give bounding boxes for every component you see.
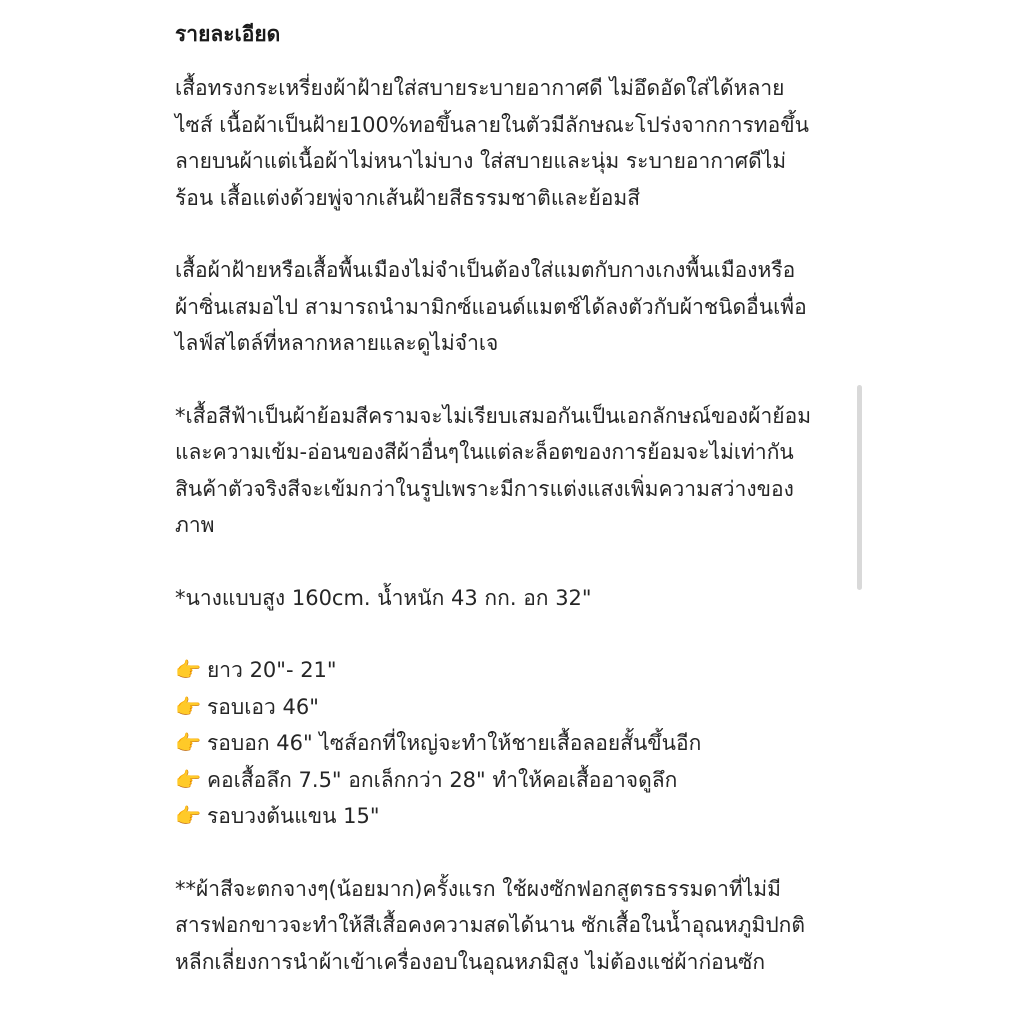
care-paragraph	[175, 871, 855, 981]
spec-text: ยาว 20"- 21"	[207, 658, 337, 682]
text-line: ภาพ	[175, 513, 215, 537]
text-line: สินค้าตัวจริงสีจะเข้มกว่าในรูปเพราะมีการแต่งแสงเพิ่มความสว่างของ	[175, 476, 794, 501]
size-spec-list	[175, 652, 855, 835]
text-line: ไซส์ เนื้อผ้าเป็นฝ้าย100%ทอขึ้นลายในตัวมีลักษณะโปร่งจากการทอขึ้น	[175, 112, 809, 137]
pointing-hand-icon: 👉	[175, 658, 202, 682]
section-title: รายละเอียด	[175, 22, 281, 46]
text-line: ร้อน เสื้อแต่งด้วยพู่จากเส้นฝ้ายสีธรรมชาติและย้อมสี	[175, 185, 641, 210]
text-line: เสื้อผ้าฝ้ายหรือเสื้อพื้นเมืองไม่จำเป็นต้องใส่แมตกับกางเกงพื้นเมืองหรือ	[175, 258, 796, 282]
description-paragraph-1	[175, 70, 855, 216]
spec-text: รอบวงต้นแขน 15"	[207, 804, 380, 828]
spec-item-armhole	[175, 798, 855, 835]
vertical-scrollbar[interactable]	[857, 385, 862, 590]
spec-item-length	[175, 652, 855, 689]
color-note-paragraph	[175, 398, 855, 544]
pointing-hand-icon: 👉	[175, 804, 202, 828]
text-line: *เสื้อสีฟ้าเป็นผ้าย้อมสีครามจะไม่เรียบเสมอกันเป็นเอกลักษณ์ของผ้าย้อม	[175, 403, 812, 428]
spec-text: รอบเอว 46"	[207, 694, 319, 719]
description-paragraph-2	[175, 252, 855, 362]
text-line: หลีกเลี่ยงการนำผ้าเข้าเครื่องอบในอุณหภมิสูง ไม่ต้องแช่ผ้าก่อนซัก	[175, 949, 766, 974]
pointing-hand-icon: 👉	[175, 731, 202, 755]
spec-text: คอเสื้อลึก 7.5" อกเล็กกว่า 28" ทำให้คอเสื้ออาจดูลึก	[207, 767, 678, 792]
spec-text: รอบอก 46" ไซส์อกที่ใหญ่จะทำให้ชายเสื้อลอยสั้นขึ้นอีก	[207, 731, 702, 755]
text-line: ลายบนผ้าแต่เนื้อผ้าไม่หนาไม่บาง ใส่สบายและนุ่ม ระบายอากาศดีไม่	[175, 149, 787, 173]
text-line: เสื้อทรงกระเหรี่ยงผ้าฝ้ายใส่สบายระบายอากาศดี ไม่อึดอัดใส่ได้หลาย	[175, 76, 785, 100]
text-line: *นางแบบสูง 160cm. น้ำหนัก 43 กก. อก 32"	[175, 585, 592, 610]
text-line: **ผ้าสีจะตกจางๆ(น้อยมาก)ครั้งแรก ใช้ผงซักฟอกสูตรธรรมดาที่ไม่มี	[175, 876, 781, 901]
text-line: สารฟอกขาวจะทำให้สีเสื้อคงความสดได้นาน ซักเสื้อในน้ำอุณหภูมิปกติ	[175, 913, 806, 937]
pointing-hand-icon: 👉	[175, 767, 202, 792]
text-line: ผ้าซิ่นเสมอไป สามารถนำมามิกซ์แอนด์แมตช์ได้ลงตัวกับผ้าชนิดอื่นเพื่อ	[175, 294, 807, 319]
pointing-hand-icon: 👉	[175, 694, 202, 719]
spec-item-waist	[175, 689, 855, 726]
spec-item-neckline	[175, 762, 855, 799]
text-line: ไลฟ์สไตล์ที่หลากหลายและดูไม่จำเจ	[175, 331, 499, 355]
text-line: และความเข้ม-อ่อนของสีผ้าอื่นๆในแต่ละล็อตของการย้อมจะไม่เท่ากัน	[175, 440, 794, 464]
model-note-paragraph	[175, 580, 855, 617]
product-description	[175, 18, 855, 1016]
spec-item-chest	[175, 725, 855, 762]
